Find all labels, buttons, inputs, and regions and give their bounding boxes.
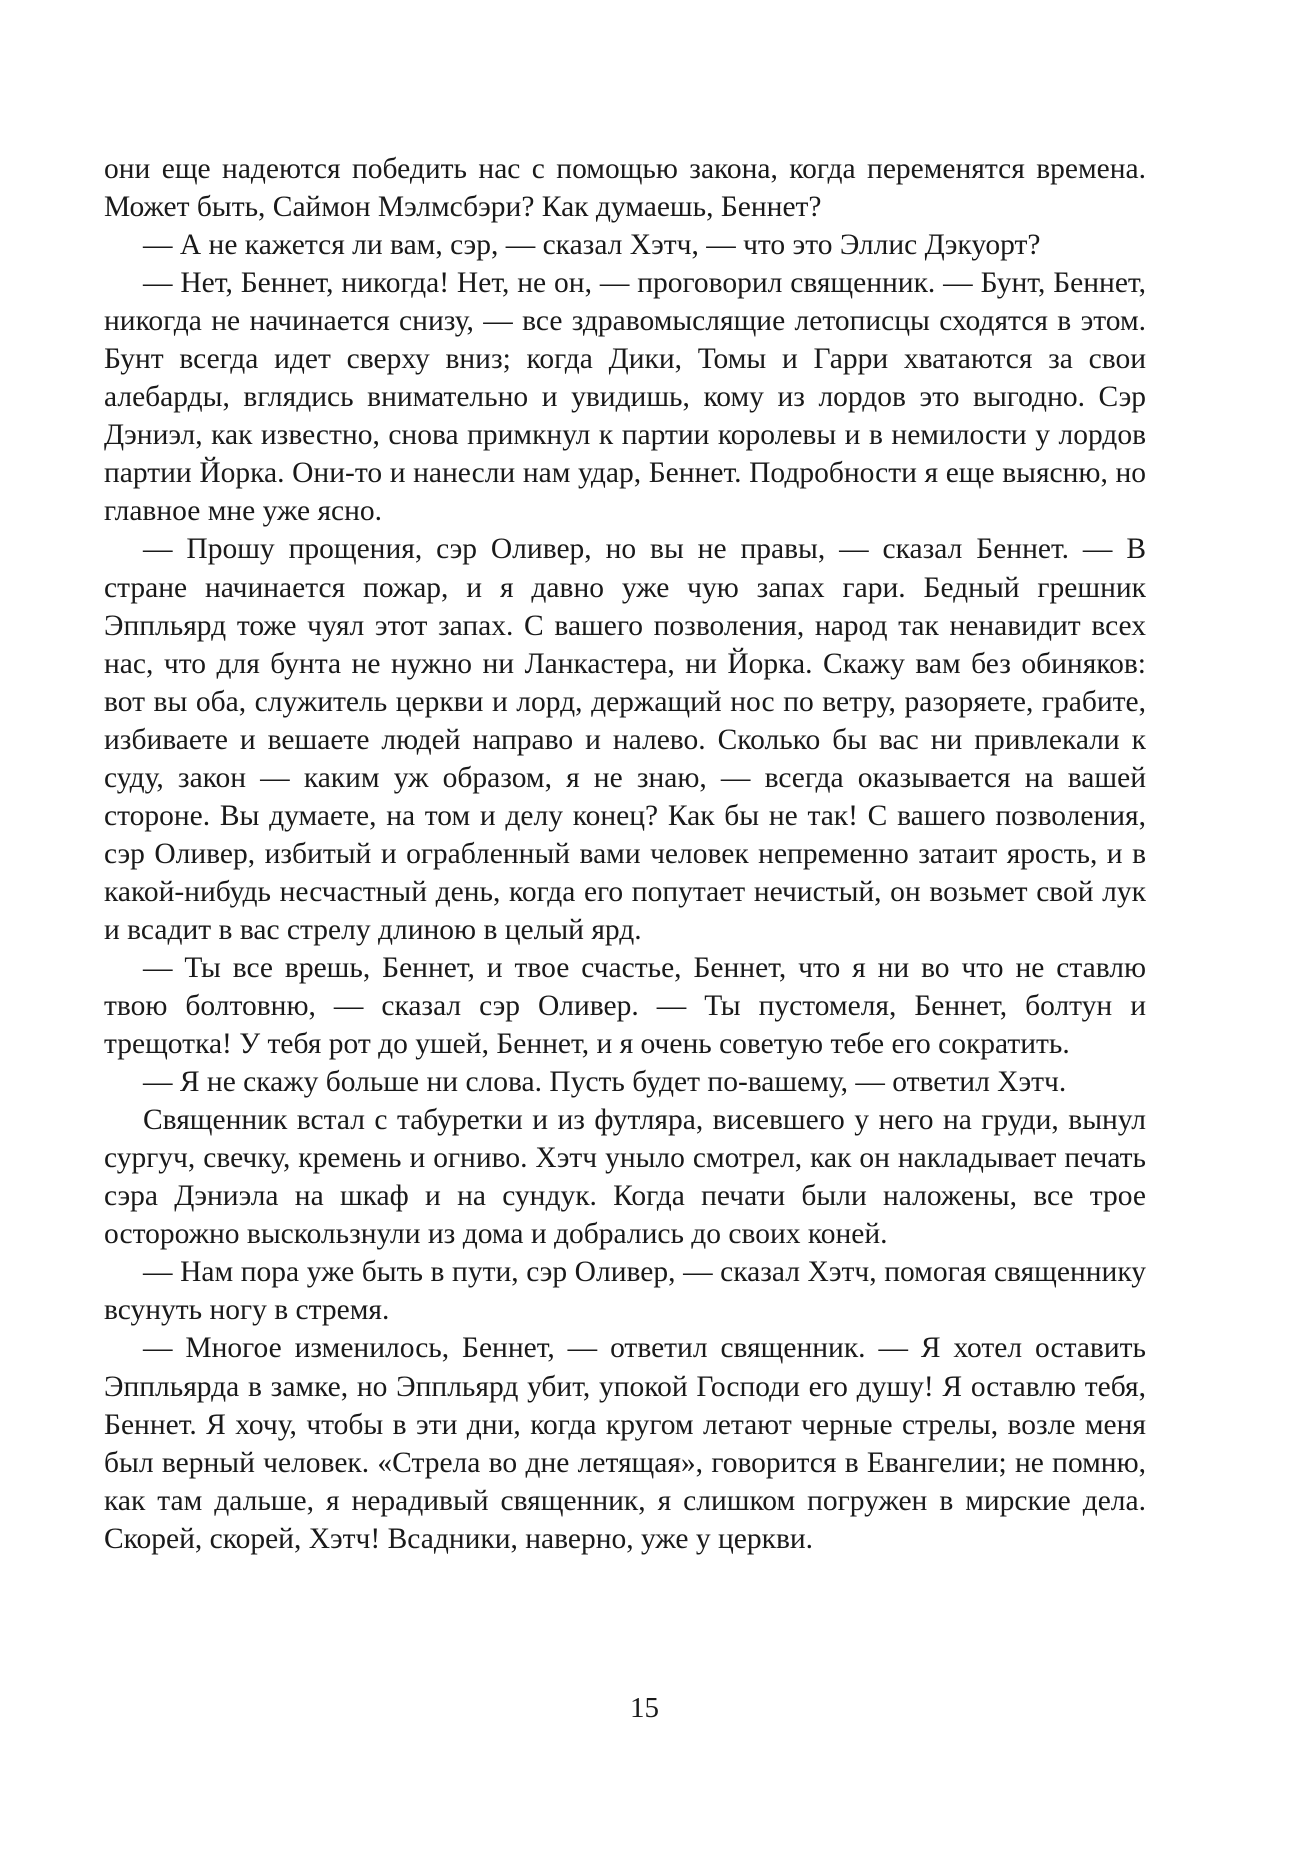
paragraph: — Нет, Беннет, никогда! Нет, не он, — проговорил священник. — Бунт, Беннет, никогда не начинается снизу, — все здравомыслящие летописцы сходятся в этом. Бунт всегда идет сверху вниз; когда Дики, Томы и Гарри хватаются за свои алебарды, вглядись внимательно и увидишь, кому из лордов это выгодно. Сэр Дэниэл, как известно, снова примкнул к партии королевы и в немилости у лордов партии Йорка. Они-то и нанесли нам удар, Беннет. Подробности я еще выясню, но главное мне уже ясно.: [104, 267, 1146, 528]
body-text: [104, 150, 1146, 1558]
paragraph: — Прошу прощения, сэр Оливер, но вы не правы, — сказал Беннет. — В стране начинается пожар, и я давно уже чую запах гари. Бедный грешник Эппльярд тоже чуял этот запах. С вашего позволения, народ так ненавидит всех нас, что для бунта не нужно ни Ланкастера, ни Йорка. Скажу вам без обиняков: вот вы оба, служитель церкви и лорд, держащий нос по ветру, разоряете, грабите, избиваете и вешаете людей направо и налево. Сколько бы вас ни привлекали к суду, закон — каким уж образом, я не знаю, — всегда оказывается на вашей стороне. Вы думаете, на том и делу конец? Как бы не так! С вашего позволения, сэр Оливер, избитый и ограбленный вами человек непременно затаит ярость, и в какой-нибудь несчастный день, когда его попутает нечистый, он возьмет свой лук и всадит в вас стрелу длиною в целый ярд.: [104, 533, 1146, 946]
paragraph: Священник встал с табуретки и из футляра, висевшего у него на груди, вынул сургуч, свечку, кремень и огниво. Хэтч уныло смотрел, как он накладывает печать сэра Дэниэла на шкаф и на сундук. Когда печати были наложены, все трое осторожно выскользнули из дома и добрались до своих коней.: [104, 1104, 1146, 1251]
paragraph: — Ты все врешь, Беннет, и твое счастье, Беннет, что я ни во что не ставлю твою болтовню, — сказал сэр Оливер. — Ты пустомеля, Беннет, болтун и трещотка! У тебя рот до ушей, Беннет, и я очень советую тебе его сократить.: [104, 951, 1146, 1061]
paragraph: — А не кажется ли вам, сэр, — сказал Хэтч, — что это Эллис Дэкуорт?: [143, 229, 1041, 262]
page-number: 15: [630, 1692, 659, 1724]
paragraph: — Я не скажу больше ни слова. Пусть будет по-вашему, — ответил Хэтч.: [143, 1066, 1067, 1099]
paragraph: они еще надеются победить нас с помощью закона, когда переменятся времена. Может быть, Саймон Мэлмсбэри? Как думаешь, Беннет?: [104, 153, 1146, 224]
paragraph: — Многое изменилось, Беннет, — ответил священник. — Я хотел оставить Эппльярда в замке, но Эппльярд убит, упокой Господи его душу! Я оставлю тебя, Беннет. Я хочу, чтобы в эти дни, когда кругом летают черные стрелы, возле меня был верный человек. «Стрела во дне летящая», говорится в Евангелии; не помню, как там дальше, я нерадивый священник, я слишком погружен в мирские дела. Скорей, скорей, Хэтч! Всадники, наверно, уже у церкви.: [104, 1332, 1146, 1555]
paragraph: — Нам пора уже быть в пути, сэр Оливер, — сказал Хэтч, помогая священнику всунуть ногу в стремя.: [104, 1256, 1146, 1327]
